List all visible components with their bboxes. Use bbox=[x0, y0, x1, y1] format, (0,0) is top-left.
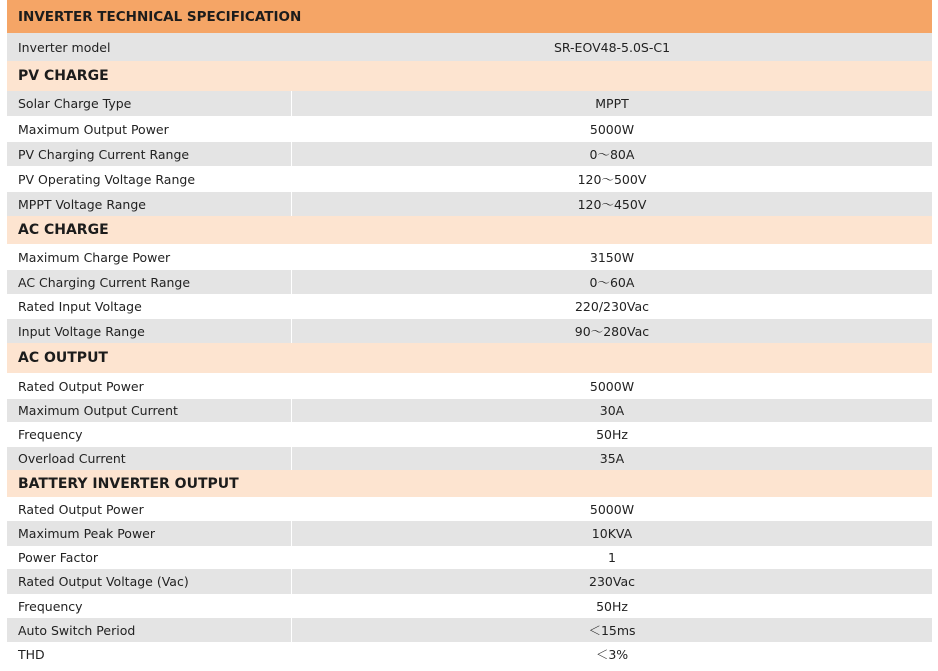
table-row bbox=[7, 618, 932, 642]
table-row bbox=[7, 116, 932, 142]
row-value: 30A bbox=[599, 403, 625, 418]
section-ac-output: AC OUTPUT bbox=[7, 343, 932, 373]
row-label: PV Charging Current Range bbox=[7, 142, 292, 166]
row-label: Frequency bbox=[18, 598, 83, 614]
row-value: MPPT bbox=[595, 96, 629, 111]
row-label: THD bbox=[18, 646, 45, 662]
row-value: 1 bbox=[608, 550, 616, 565]
row-label: Overload Current bbox=[7, 447, 292, 470]
table-row bbox=[7, 294, 932, 319]
table-row bbox=[7, 244, 932, 270]
model-row bbox=[7, 33, 932, 61]
table-row bbox=[7, 521, 932, 546]
row-label: Auto Switch Period bbox=[7, 618, 292, 642]
row-value: 0～60A bbox=[589, 275, 635, 290]
section-pv-charge: PV CHARGE bbox=[7, 61, 932, 91]
section-ac-charge: AC CHARGE bbox=[7, 216, 932, 244]
row-value: ＜3% bbox=[595, 647, 629, 662]
row-value: 50Hz bbox=[596, 598, 628, 614]
row-label: Maximum Peak Power bbox=[7, 521, 292, 546]
row-value: 230Vac bbox=[589, 574, 635, 589]
row-label: Rated Output Power bbox=[18, 378, 144, 394]
table-row bbox=[7, 319, 932, 343]
table-row bbox=[7, 422, 932, 447]
model-value: SR-EOV48-5.0S-C1 bbox=[553, 39, 671, 55]
row-value: 5000W bbox=[589, 501, 635, 517]
row-label: PV Operating Voltage Range bbox=[18, 171, 196, 187]
table-row bbox=[7, 497, 932, 521]
table-row bbox=[7, 142, 932, 166]
row-label: Rated Output Power bbox=[18, 501, 144, 517]
row-label: Solar Charge Type bbox=[7, 91, 292, 116]
row-label: Frequency bbox=[18, 427, 83, 442]
row-label: MPPT Voltage Range bbox=[7, 192, 292, 216]
table-row bbox=[7, 270, 932, 294]
row-value: 120～450V bbox=[577, 197, 647, 212]
table-row bbox=[7, 192, 932, 216]
row-label: Rated Input Voltage bbox=[18, 299, 142, 314]
table-row bbox=[7, 569, 932, 594]
row-value: 90～280Vac bbox=[574, 324, 650, 339]
section-battery-inverter-output: BATTERY INVERTER OUTPUT bbox=[7, 470, 932, 497]
row-value: 0～80A bbox=[589, 147, 635, 162]
table-row bbox=[7, 91, 932, 116]
table-row bbox=[7, 546, 932, 569]
row-value: 5000W bbox=[589, 378, 635, 394]
row-label: Rated Output Voltage (Vac) bbox=[7, 569, 292, 594]
table-row bbox=[7, 399, 932, 422]
row-value: 50Hz bbox=[596, 427, 628, 442]
row-value: 3150W bbox=[589, 249, 635, 265]
row-label: Input Voltage Range bbox=[7, 319, 292, 343]
row-value: 120～500V bbox=[577, 172, 647, 187]
spec-title: INVERTER TECHNICAL SPECIFICATION bbox=[7, 0, 932, 33]
table-row bbox=[7, 594, 932, 618]
spec-table bbox=[7, 0, 932, 666]
table-row bbox=[7, 373, 932, 399]
row-value: 35A bbox=[599, 451, 625, 466]
row-label: Maximum Output Power bbox=[18, 121, 169, 137]
row-value: 10KVA bbox=[591, 526, 633, 541]
row-label: Maximum Output Current bbox=[7, 399, 292, 422]
table-row bbox=[7, 447, 932, 470]
model-label: Inverter model bbox=[18, 39, 111, 55]
row-value: 5000W bbox=[589, 121, 635, 137]
table-row bbox=[7, 642, 932, 666]
row-label: Maximum Charge Power bbox=[18, 249, 171, 265]
table-row bbox=[7, 166, 932, 192]
row-label: AC Charging Current Range bbox=[7, 270, 292, 294]
row-label: Power Factor bbox=[18, 550, 99, 565]
row-value: 220/230Vac bbox=[574, 299, 650, 314]
row-value: ＜15ms bbox=[588, 623, 636, 638]
